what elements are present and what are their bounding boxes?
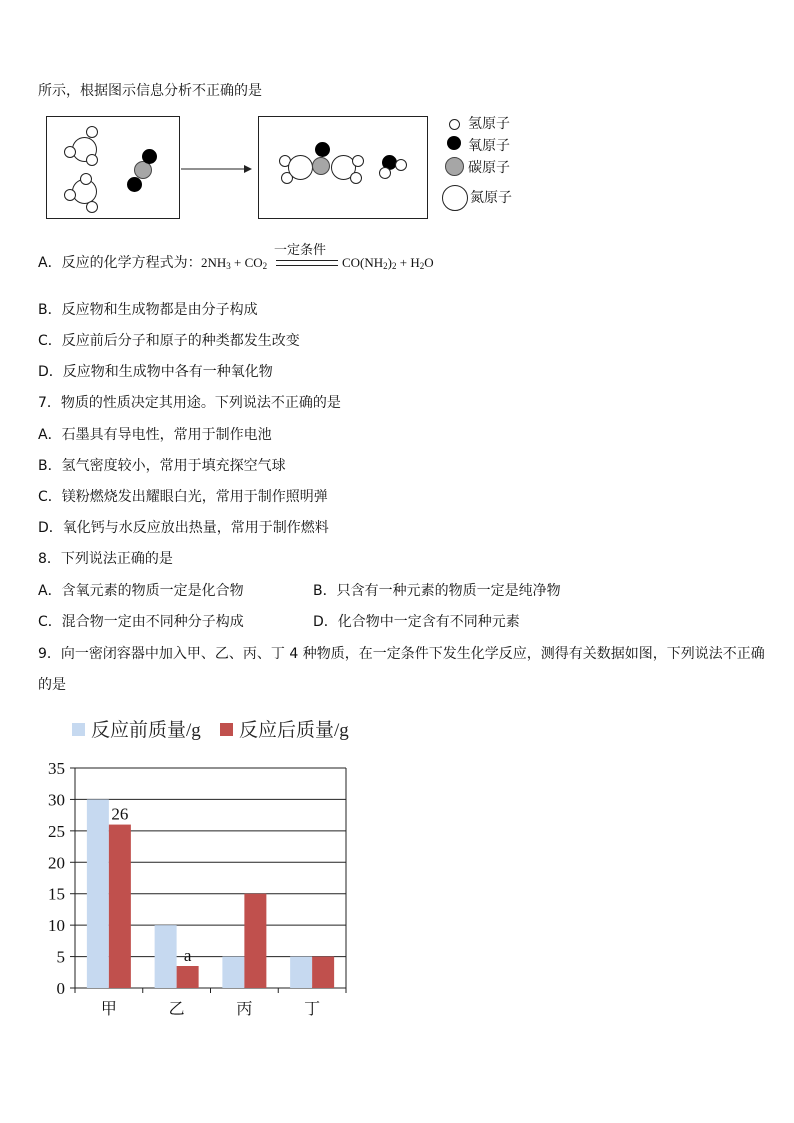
equation-products: $CO(NH_2)_2 + H_2O$: [342, 255, 434, 271]
oxygen-atom: [127, 177, 142, 192]
y-tick-label: 30: [48, 790, 65, 810]
data-label: a: [183, 946, 192, 965]
q6-option-b: B．反应物和生成物都是由分子构成: [38, 302, 258, 318]
y-tick-label: 10: [48, 916, 65, 936]
legend-label-0: 反应前质量/g: [91, 720, 201, 741]
bar-0-0: [87, 799, 109, 988]
q8-option-d: D．化合物中一定含有不同种元素: [313, 614, 520, 630]
legend-label-1: 反应后质量/g: [239, 720, 349, 741]
hydrogen-atom: [64, 189, 76, 201]
bar-0-1: [155, 925, 177, 988]
y-tick-label: 20: [48, 853, 65, 873]
q7-option-c: C．镁粉燃烧发出耀眼白光，常用于制作照明弹: [38, 489, 328, 505]
data-label: 26: [111, 804, 129, 824]
carbon-atom-icon: [445, 157, 464, 176]
nitrogen-atom-icon: [442, 185, 468, 211]
oxygen-atom: [142, 149, 157, 164]
hydrogen-atom: [86, 201, 98, 213]
equation-equals-sign: [276, 260, 338, 266]
y-tick-label: 5: [56, 947, 65, 967]
x-tick-label: 乙: [168, 1001, 185, 1018]
hydrogen-atom: [86, 126, 98, 138]
hydrogen-atom: [64, 146, 76, 158]
x-tick-label: 甲: [100, 1001, 117, 1018]
q7-option-d: D．氧化钙与水反应放出热量，常用于制作燃料: [38, 520, 329, 536]
hydrogen-atom: [352, 155, 364, 167]
bar-1-2: [244, 894, 266, 988]
hydrogen-atom: [395, 159, 407, 171]
hydrogen-atom: [379, 167, 391, 179]
legend-oxygen: 氧原子: [468, 138, 510, 154]
y-tick-label: 25: [48, 821, 65, 841]
y-tick-label: 0: [56, 979, 65, 998]
carbon-atom: [312, 157, 330, 175]
x-tick-label: 丁: [304, 1001, 321, 1018]
intro-text: 所示，根据图示信息分析不正确的是: [38, 83, 262, 99]
q6-option-d: D．反应物和生成物中各有一种氧化物: [38, 364, 273, 380]
q9-stem-line1: 9．向一密闭容器中加入甲、乙、丙、丁 4 种物质，在一定条件下发生化学反应，测得有关数据如图，下列说法不正确: [38, 646, 765, 662]
q7-option-a: A．石墨具有导电性，常用于制作电池: [38, 427, 272, 443]
nitrogen-atom: [288, 155, 313, 180]
reaction-condition: 一定条件: [274, 243, 327, 258]
legend-carbon: 碳原子: [468, 160, 510, 176]
q7-stem: 7．物质的性质决定其用途。下列说法不正确的是: [38, 395, 341, 411]
bar-1-1: [177, 966, 199, 988]
x-tick-label: 丙: [236, 1001, 253, 1018]
reactants-box: [46, 116, 180, 219]
q8-option-a: A．含氧元素的物质一定是化合物: [38, 583, 244, 599]
oxygen-atom-icon: [447, 136, 461, 150]
q9-stem-line2: 的是: [38, 677, 66, 693]
mass-bar-chart: [30, 710, 370, 1030]
hydrogen-atom: [350, 172, 362, 184]
hydrogen-atom: [86, 154, 98, 166]
y-tick-label: 15: [48, 884, 65, 904]
bar-1-0: [109, 825, 131, 988]
q7-option-b: B．氢气密度较小，常用于填充探空气球: [38, 458, 286, 474]
legend-swatch-0: [72, 723, 85, 736]
y-tick-label: 35: [48, 759, 65, 778]
reaction-arrow-icon: [180, 162, 254, 176]
oxygen-atom: [315, 142, 330, 157]
bar-0-2: [222, 957, 244, 988]
equation-reactants: $2NH_3 + CO_2$: [201, 255, 268, 271]
legend-swatch-1: [220, 723, 233, 736]
legend-nitrogen: 氮原子: [470, 190, 512, 206]
q8-option-c: C．混合物一定由不同种分子构成: [38, 614, 244, 630]
q8-option-b: B．只含有一种元素的物质一定是纯净物: [313, 583, 561, 599]
bar-0-3: [290, 957, 312, 988]
hydrogen-atom: [80, 173, 92, 185]
legend-hydrogen: 氢原子: [468, 116, 510, 132]
q8-stem: 8．下列说法正确的是: [38, 551, 173, 567]
bar-1-3: [312, 957, 334, 988]
hydrogen-atom-icon: [449, 119, 460, 130]
q6-option-a-prefix: A．反应的化学方程式为：: [38, 255, 202, 271]
products-box: [258, 116, 428, 219]
q6-option-c: C．反应前后分子和原子的种类都发生改变: [38, 333, 300, 349]
